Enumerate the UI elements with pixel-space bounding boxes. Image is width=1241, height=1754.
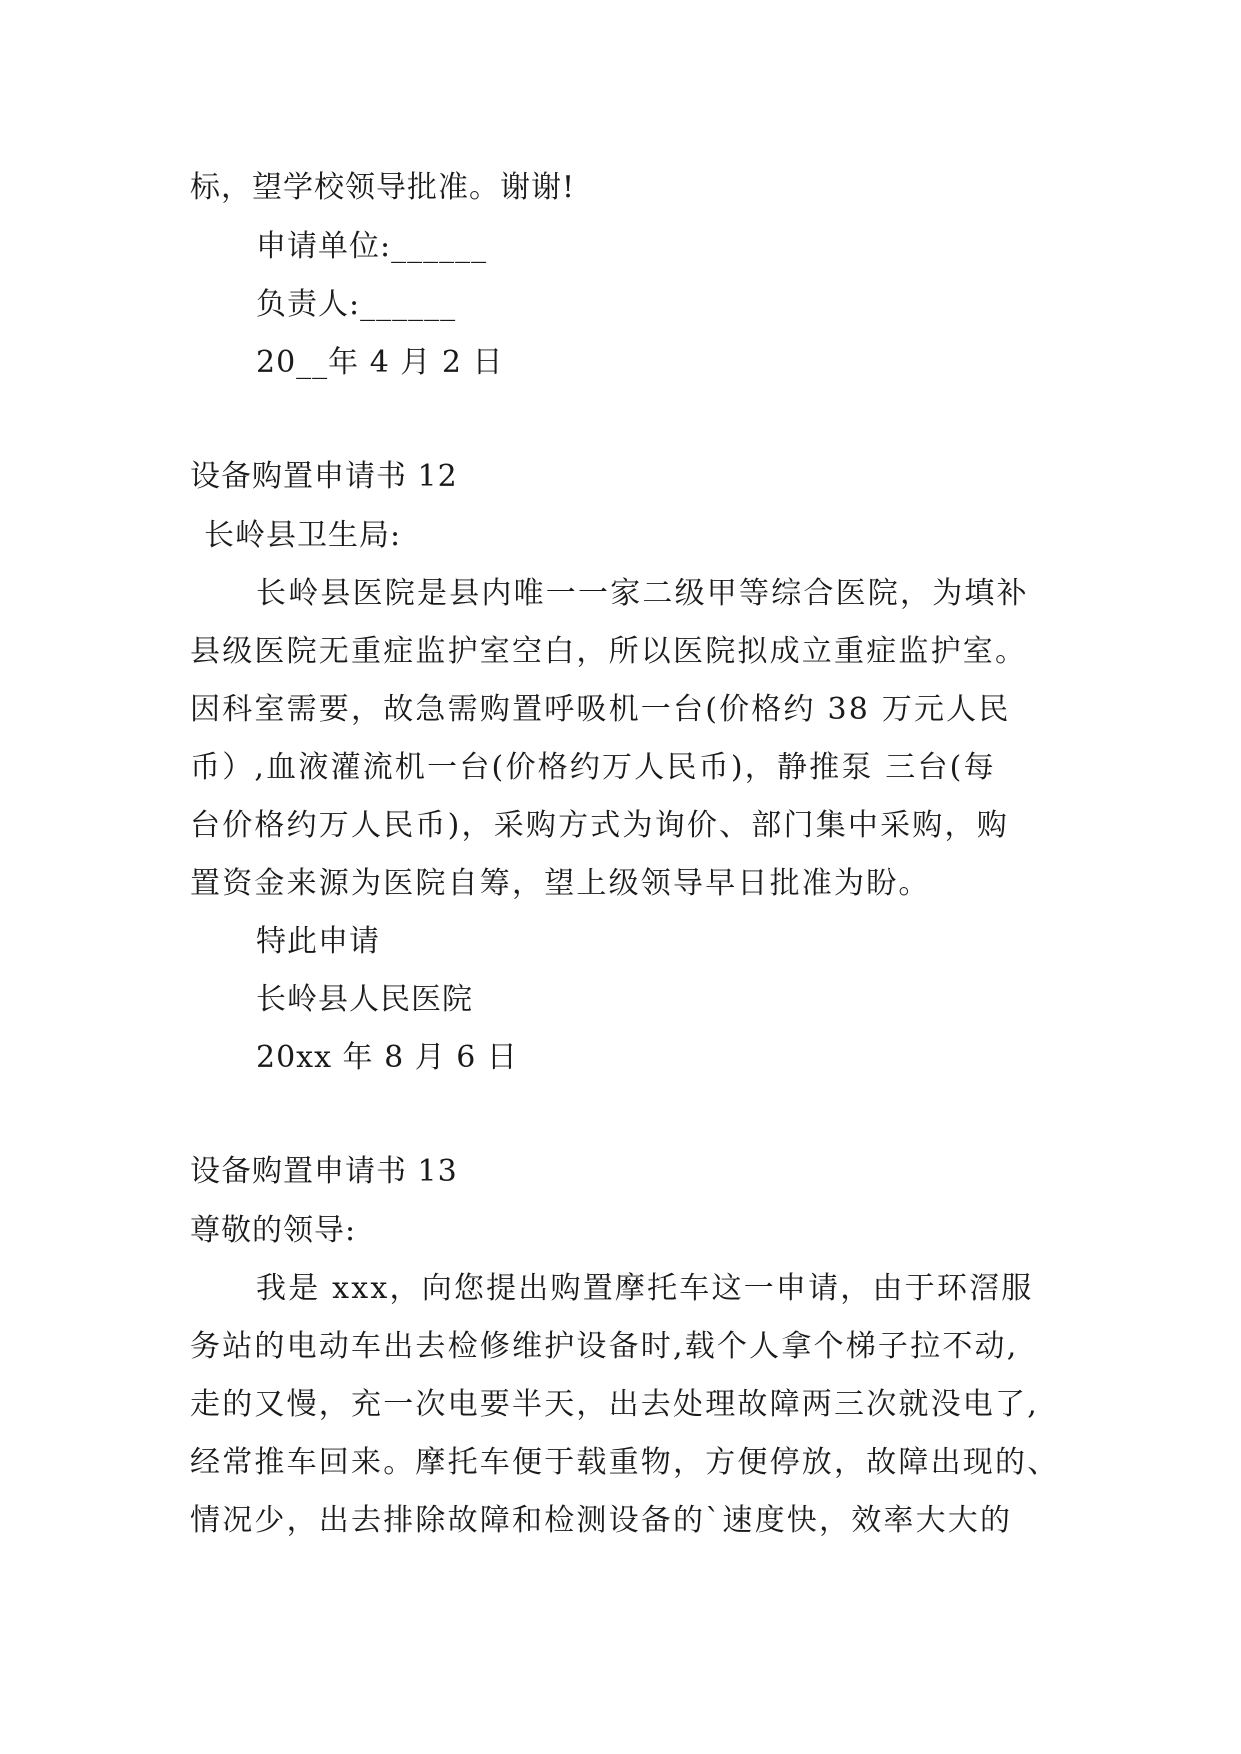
closing-line: 标，望学校领导批准。谢谢! [190,170,576,205]
date-line: 20__年 4 月 2 日 [256,345,504,380]
body-line: 币）,血液灌流机一台(价格约万人民币)，静推泵 三台(每 [190,750,996,785]
body-line: 县级医院无重症监护室空白，所以医院拟成立重症监护室。 [190,634,1028,669]
section-title: 设备购置申请书 12 [190,459,458,494]
recipient-line: 尊敬的领导: [190,1213,357,1248]
person-in-charge-line: 负责人:______ [256,287,457,322]
body-line: 经常推车回来。摩托车便于载重物，方便停放，故障出现的、 [190,1445,1060,1480]
applicant-unit-line: 申请单位:______ [256,229,488,264]
body-line: 走的又慢，充一次电要半天，出去处理故障两三次就没电了, [190,1387,1039,1422]
body-line: 情况少，出去排除故障和检测设备的`速度快，效率大大的 [190,1503,1013,1538]
signature-line: 长岭县人民医院 [256,982,473,1017]
body-line: 我是 xxx，向您提出购置摩托车这一申请，由于环滘服 [256,1271,1034,1306]
recipient-line: 长岭县卫生局: [204,518,402,553]
closing-line: 特此申请 [256,924,380,959]
date-line: 20xx 年 8 月 6 日 [256,1040,518,1075]
body-line: 长岭县医院是县内唯一一家二级甲等综合医院，为填补 [256,576,1029,611]
body-line: 置资金来源为医院自筹，望上级领导早日批准为盼。 [190,866,931,901]
body-line: 因科室需要，故急需购置呼吸机一台(价格约 38 万元人民 [190,692,1011,727]
body-line: 务站的电动车出去检修维护设备时,载个人拿个梯子拉不动, [190,1329,1019,1364]
section-title: 设备购置申请书 13 [190,1154,458,1189]
body-line: 台价格约万人民币)，采购方式为询价、部门集中采购，购 [190,808,1009,843]
